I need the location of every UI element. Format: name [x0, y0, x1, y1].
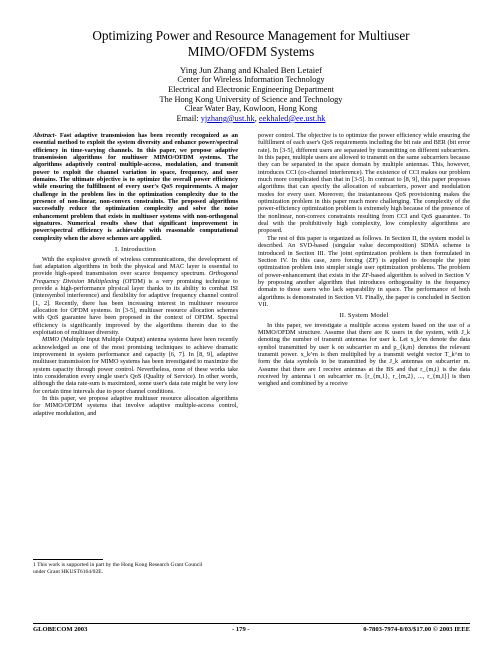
abstract	[33, 132, 238, 242]
affiliation-address: Clear Water Bay, Kowloon, Hong Kong	[184, 104, 318, 114]
intro-p1-ofdm-term: Orthogonal Frequency Division Multiplexing	[33, 270, 238, 285]
email-separator: ,	[254, 113, 259, 123]
intro-p2-mimo-term: MIMO	[42, 336, 60, 344]
affiliation-center: Center for Wireless Information Technology	[177, 75, 325, 85]
footer-copyright: 0-7803-7974-8/03/$17.00 © 2003 IEEE	[363, 626, 470, 633]
intro-p2-text: (Multiple Input Multiple Output) antenna systems have been recently acknowledged as one of the most promising techniques to achieve dramatic improvement in system performance and capacity [6, 7]. In [8, 9], adaptive multiuser transmission for MIMO systems has been investigated to maximize the system capacity through power control. Nevertheless, none of these works take into consideration every single user's QoS (Quality of Service). In other words, although the data rate-sum is maximized, some user's data rate might be very low for certain time intervals due to poor channel conditions.	[33, 336, 238, 395]
footnote-line-2: under Grant HKUST6164/02E.	[33, 568, 104, 575]
footer-conference: GLOBECOM 2003	[33, 626, 88, 633]
footnote-line-1: 1 This work is supported in part by the Hong Kong Research Grant Council	[33, 562, 203, 568]
section-heading-system-model: II. System Model	[339, 312, 389, 320]
footer-page-number: - 179 -	[232, 626, 250, 633]
abstract-label: Abstract	[33, 132, 55, 139]
author-names: Ying Jun Zhang and Khaled Ben Letaief	[179, 65, 323, 75]
intro-p1-part-b: (OFDM) is a very promising technique to provide a high-performance physical layer thanks to its ability to combat ISI (intersymbol interference) and flexibility for adaptive frequency channel control [1, 2]. Recently, there has been increasing interest in multiuser resource allocation for OFDM systems. In [3-5], multiuser resource allocation schemes with QoS guarantee have been proposed in the context of OFDM. Spectral efficiency is significantly improved by the algorithms therein due to the exploitation of multiuser diversity.	[33, 277, 238, 336]
system-model-paragraph: In this paper, we investigate a multiple access system based on the use of a MIMO/OFDM structure. Assume that there are K users in the system, with J_k denoting the number of transmit antennas for user k. Let x_k^m denote the data symbol transmitted by user k on subcarrier m and p_{k,m} denotes the relevant transmit power. x_k^m is then multiplied by a transmit weight vector T_k^m to form the data symbols to be transmitted by the J_k antennas on subcarrier m. Assume that there are I receive antennas at the BS and that r_{m,i} is the data received by antenna i on subcarrier m. [r_{m,1}, r_{m,2}, ..., r_{m,I}] is then weighed and combined by a receive	[258, 321, 470, 388]
section-heading-introduction: I. Introduction	[114, 246, 157, 254]
title-line-2: MIMO/OFDM Systems	[187, 44, 315, 59]
footer-rule	[33, 623, 470, 624]
email-link-2[interactable]: eekhaled@ee.ust.hk	[258, 113, 326, 123]
intro-paragraph-3: In this paper, we propose adaptive multiuser resource allocation algorithms for MIMO/OFDM systems that involve adaptive multiple-access control, adaptive modulation, and	[33, 395, 238, 417]
intro-p1-part-a: With the explosive growth of wireless communications, the development of fast adaptation algorithms in both the physical and MAC layer is essential to provide high-speed transmission over scarce frequency spectrum.	[33, 255, 238, 278]
author-block	[90, 65, 412, 123]
intro-paragraph-2	[33, 336, 238, 395]
title-line-1: Optimizing Power and Resource Management for Multiuser	[92, 28, 410, 43]
right-paragraph-2: The rest of this paper is organized as follows. In Section II, the system model is described. An SVD-based (singular value decomposition) SDMA scheme is introduced in Section III. The joint optimization problem is then formulated in Section IV. In this case, zero forcing (ZF) is applied to decouple the joint optimization problem into simpler single user optimization problems. The problem of power-enhancement that exists in the ZF-based algorithm is solved in Section V by proposing another algorithm that introduces orthogonality in the frequency domain to those users who lack separability in space. The performance of both algorithms is demonstrated in Section VI. Finally, the paper is concluded in Section VII.	[258, 234, 470, 308]
author-emails	[90, 114, 412, 124]
paper-title	[40, 28, 462, 60]
email-link-1[interactable]: yjzhang@ust.hk	[200, 113, 255, 123]
affiliation-department: Electrical and Electronic Engineering Department	[168, 85, 334, 94]
right-column	[258, 132, 470, 642]
abstract-text: - Fast adaptive transmission has been recently recognized as an essential method to exploit the system diversity and enhance power/spectral efficiency in time-varying channels. In this paper, we propose adaptive transmission algorithms for multiuser MIMO/OFDM systems. The algorithms adaptively control multiple-access, modulation, and transmit power to exploit the channel variation in space, frequency, and user domains. The ultimate objective is to optimize the overall power efficiency while ensuring the fulfillment of every user's QoS requirements. A major challenge in the problem lies in the optimization complexity due to the presence of non-linear, non-convex constraints. The proposed algorithms successfully reduce the optimization complexity and solve the noise enhancement problem that exists in multiuser systems with non-orthogonal signatures. Numerical results show that significant improvement in power/spectral efficiency is achievable with reasonable computational complexity when the above schemes are applied.	[33, 132, 238, 242]
email-label: Email:	[176, 113, 201, 123]
affiliation-university: The Hong Kong University of Science and Technology	[159, 94, 343, 104]
intro-paragraph-1	[33, 256, 238, 337]
right-paragraph-1: power control. The objective is to optimize the power efficiency while ensuring the fulfillment of each user's QoS requirements including the bit rate and BER (bit error rate). In [3-5], different users are separated by transmitting on different subcarriers. In this paper, multiple users are allowed to transmit on the same subcarriers because they can be separated in the space domain by multiple antennas. This, however, introduces CCI (co-channel interference). The existence of CCI makes our problem much more complicated than that in [3-5]. In contrast to [8, 9], this paper proposes algorithms that can specify the allocation of subcarriers, power and modulation modes for every user. Moreover, the instantaneous QoS provisioning makes the optimization problem in this paper much more challenging. The complexity of the power-efficiency optimization problem is extremely high because of the presence of the nonlinear, non-convex constraints resulting from CCI and QoS guarantee. To deal with the prohibitively high complexity, low complexity algorithms are proposed.	[258, 132, 470, 235]
footnote-rule	[33, 559, 103, 560]
left-column	[33, 132, 238, 557]
footnote	[33, 562, 238, 575]
